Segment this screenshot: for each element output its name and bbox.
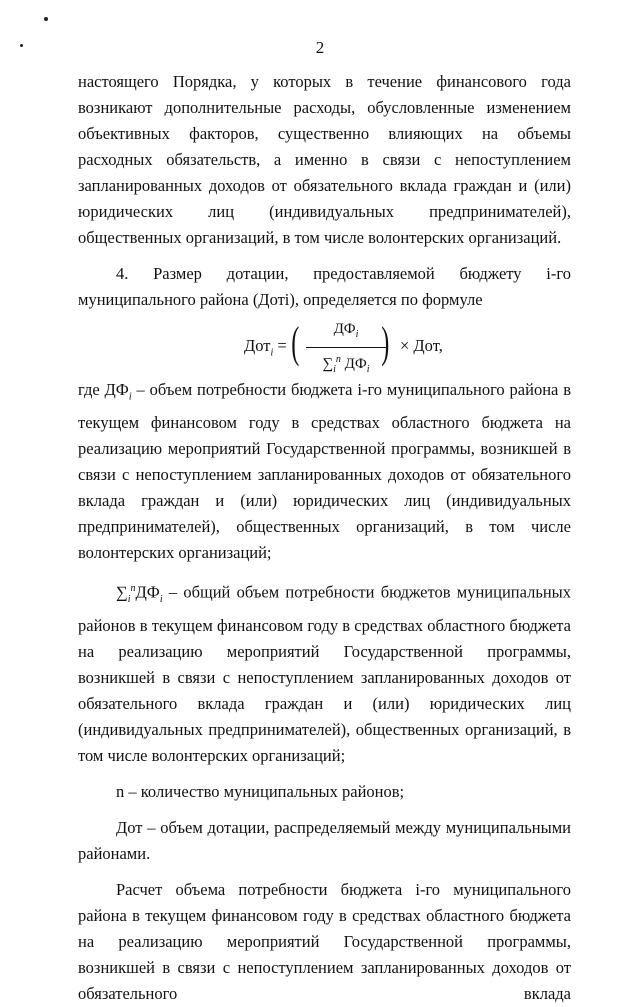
paragraph-2: 4. Размер дотации, предоставляемой бюджету i-го муниципального района (Дотi), определяется по формуле	[78, 264, 571, 309]
paragraph-1: настоящего Порядка, у которых в течение финансового года возникают дополнительные расходы, обусловленные изменением объективных факторов, существенно влияющих на объемы расходных обязательств, а именно в связи с непоступлением запланированных доходов от обязательного вклада граждан и (или) юридических лиц (индивидуальных предпринимателей), общественных организаций, в том числе волонтерских организаций.	[78, 72, 571, 247]
paragraph-7: Расчет объема потребности бюджета i-го муниципального района в текущем финансовом году в средствах областного бюджета на реализацию мероприятий Государственной программы, возникшей в связи с непоступлением запланированных доходов от обязательного вклада	[78, 880, 571, 1004]
formula-lhs: Дот$_i$ =	[244, 336, 287, 359]
paragraph-4: $\sum_i^nДФ_i$ – общий объем потребности бюджетов муниципальных районов в текущем финансовом году в средствах областного бюджета на реализацию мероприятий Государственной программы, возникшей в связи с непоступлением запланированных доходов от обязательного вклада граждан и (или) юридических лиц (индивидуальных предпринимателей), общественных организаций, в том числе волонтерских организаций;	[78, 582, 572, 766]
paragraph-5: n – количество муниципальных районов;	[116, 782, 405, 802]
scan-dot	[44, 17, 48, 21]
formula	[78, 313, 571, 377]
page-number: 2	[315, 38, 325, 57]
formula-numerator: $ДФ_i$	[333, 321, 359, 340]
formula-fraction	[306, 318, 386, 381]
right-paren: )	[381, 318, 390, 367]
fraction-bar	[306, 347, 386, 348]
document-body	[78, 69, 571, 1007]
formula-denominator: $\sum_i^n$ $ДФ_i$	[322, 354, 370, 375]
left-paren: (	[291, 318, 300, 367]
paragraph-6: Дот – объем дотации, распределяемый между муниципальными районами.	[78, 818, 571, 864]
formula-rhs: × Дот,	[400, 336, 443, 355]
paragraph-3: где $ДФ_i$ – объем потребности бюджета i-го муниципального района в текущем финансовом году в средствах областного бюджета на реализацию мероприятий Государственной программы, возникшей в связи с непоступлением запланированных доходов от обязательного вклада граждан и (или) юридических лиц (индивидуальных предпринимателей), общественных организаций, в том числе волонтерских организаций;	[78, 380, 572, 563]
